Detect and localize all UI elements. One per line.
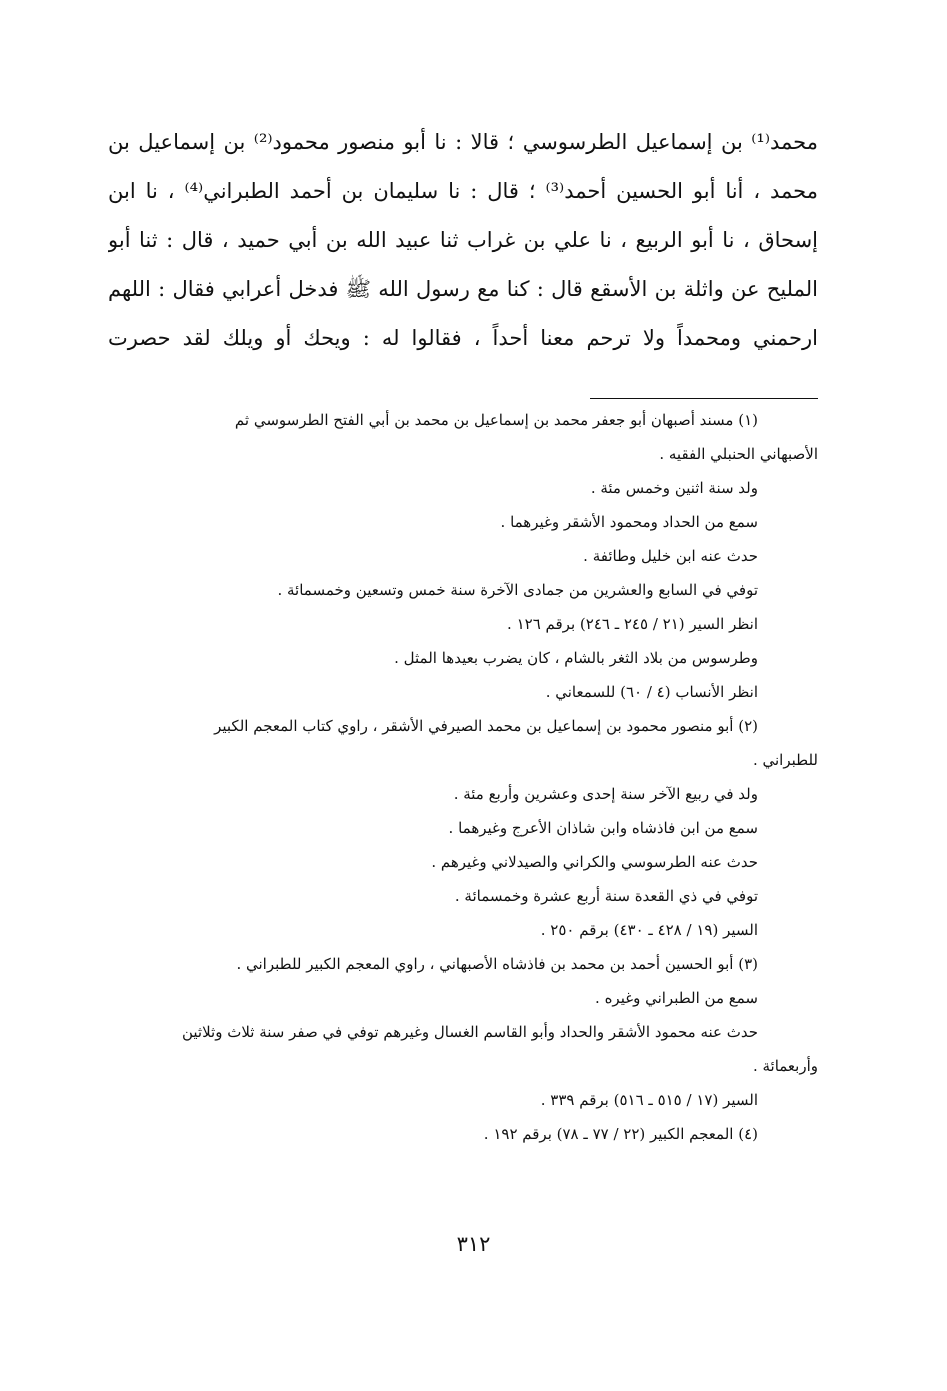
page-number: ٣١٢ [456, 1232, 491, 1256]
footnote-1-line: (١) مسند أصبهان أبو جعفر محمد بن إسماعيل بن محمد بن أبي الفتح الطرسوسي ثم [234, 411, 758, 429]
footnote-1-line: ولد سنة اثنين وخمس مئة . [590, 479, 758, 497]
footnote-3-line: وأربعمائة . [752, 1057, 818, 1075]
footnotes [108, 403, 818, 1151]
footnote-1-line: توفي في السابع والعشرين من جمادى الآخرة سنة خمس وتسعين وخمسمائة . [277, 581, 758, 599]
footnote-2-line: حدث عنه الطرسوسي والكراني والصيدلاني وغيرهم . [431, 853, 758, 871]
footnote-1-line: انظر السير (٢١ / ٢٤٥ ـ ٢٤٦) برقم ١٢٦ . [507, 615, 758, 633]
main-text-line: محمد⁽¹⁾ بن إسماعيل الطرسوسي ؛ قالا : نا أبو منصور محمود⁽²⁾ بن إسماعيل بن [108, 130, 818, 154]
main-text-line: محمد ، أنا أبو الحسين أحمد⁽³⁾ ؛ قال : نا سليمان بن أحمد الطبراني⁽⁴⁾ ، نا ابن [108, 179, 818, 203]
footnote-1-line: انظر الأنساب (٤ / ٦٠) للسمعاني . [545, 683, 758, 701]
footnote-4-line: (٤) المعجم الكبير (٢٢ / ٧٧ ـ ٧٨) برقم ١٩٢ . [483, 1125, 758, 1143]
footnote-2-line: ولد في ربيع الآخر سنة إحدى وعشرين وأربع مئة . [453, 785, 758, 803]
footnote-2-line: للطبراني . [752, 751, 818, 769]
main-text-line: إسحاق ، نا أبو الربيع ، نا علي بن غراب ثنا عبيد الله بن أبي حميد ، قال : ثنا أبو [108, 228, 818, 252]
footnote-1-line: سمع من الحداد ومحمود الأشقر وغيرهما . [500, 513, 758, 531]
footnote-3-line: سمع من الطبراني وغيره . [595, 989, 758, 1007]
footnote-2-line: توفي في ذي القعدة سنة أربع عشرة وخمسمائة . [454, 887, 758, 905]
footnote-2-line: (٢) أبو منصور محمود بن إسماعيل بن محمد الصيرفي الأشقر ، راوي كتاب المعجم الكبير [214, 717, 758, 735]
main-text-line: المليح عن واثلة بن الأسقع قال : كنا مع رسول الله ﷺ فدخل أعرابي فقال : اللهم [108, 277, 818, 301]
footnote-3-line: حدث عنه محمود الأشقر والحداد وأبو القاسم الغسال وغيرهم توفي في صفر سنة ثلاث وثلاثين [181, 1023, 758, 1041]
footnote-separator [590, 398, 818, 399]
main-text [108, 118, 818, 363]
footnote-2-line: سمع من ابن فاذشاه وابن شاذان الأعرج وغيرهما . [448, 819, 758, 837]
footnote-3-line: (٣) أبو الحسين أحمد بن محمد بن فاذشاه الأصبهاني ، راوي المعجم الكبير للطبراني . [236, 955, 758, 973]
footnote-1-line: حدث عنه ابن خليل وطائفة . [583, 547, 758, 565]
footnote-2-line: السير (١٩ / ٤٢٨ ـ ٤٣٠) برقم ٢٥٠ . [540, 921, 758, 939]
footnote-1-line: وطرسوس من بلاد الثغر بالشام ، كان يضرب بعيدها المثل . [394, 649, 758, 667]
main-text-line: ارحمني ومحمداً ولا ترحم معنا أحداً ، فقالوا له : ويحك أو ويلك لقد حصرت [108, 326, 818, 350]
footnote-1-line: الأصبهاني الحنبلي الفقيه . [659, 445, 818, 463]
footnote-3-line: السير (١٧ / ٥١٥ ـ ٥١٦) برقم ٣٣٩ . [540, 1091, 758, 1109]
